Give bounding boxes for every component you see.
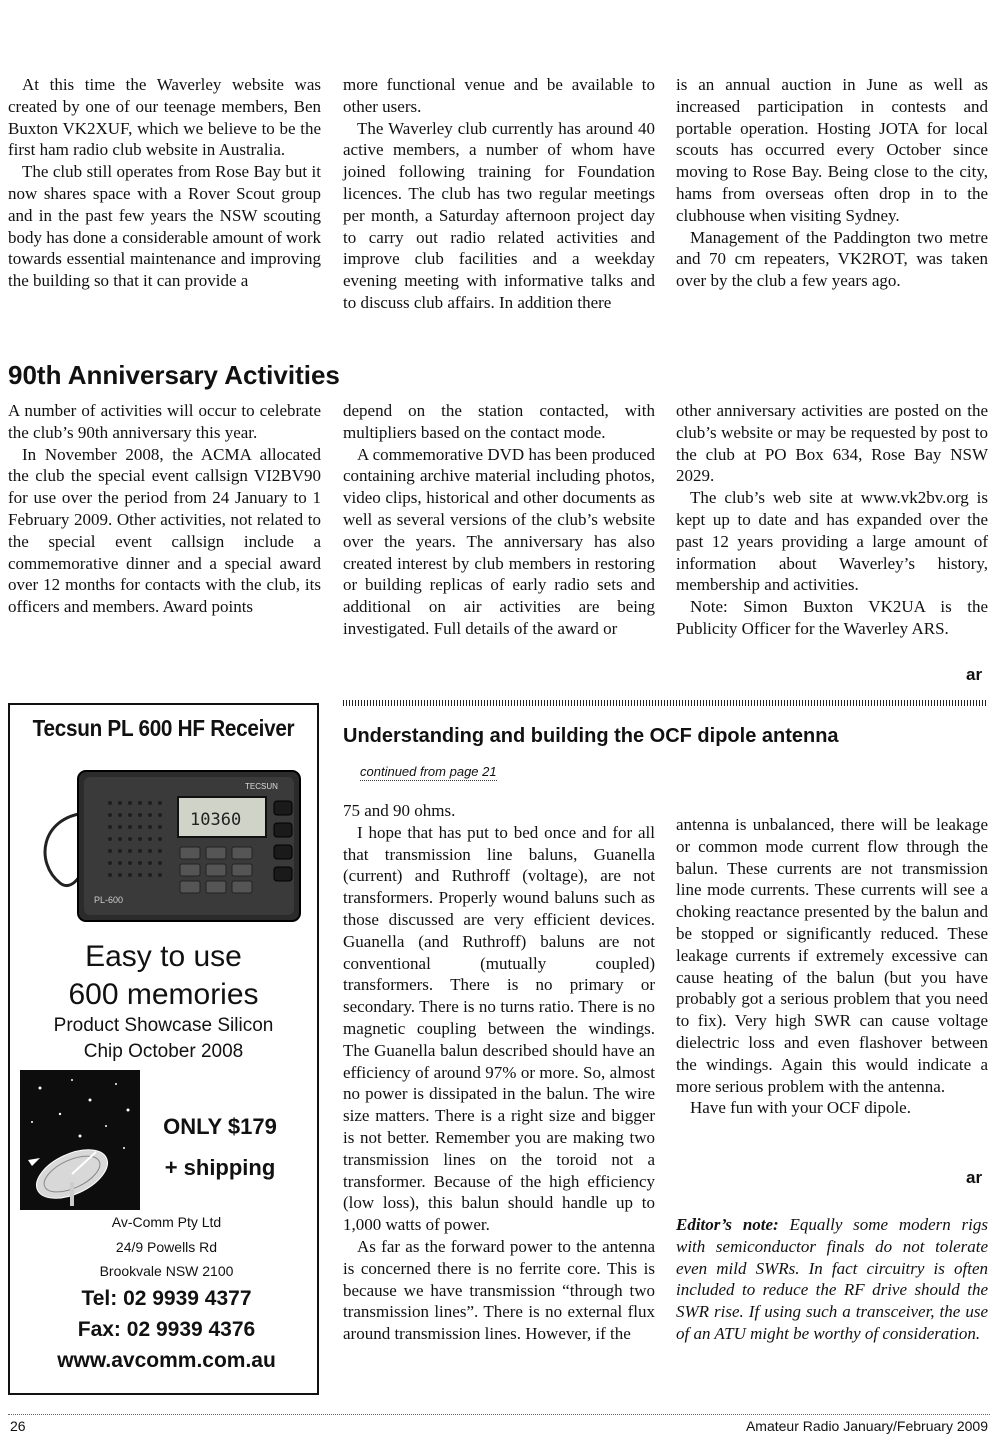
paragraph: The club still operates from Rose Bay but it now shares space with a Rover Scout group and in the past few years the NSW scouting body has done a considerable amount of work towards essential maintenance and improving the building so that it can provide a bbox=[8, 162, 321, 291]
street-address: 24/9 Powells Rd bbox=[115, 1239, 218, 1255]
top-column-1 bbox=[8, 74, 321, 292]
paragraph: A number of activities will occur to celebrate the club’s 90th anniversary this year. bbox=[8, 401, 321, 442]
page-number: 26 bbox=[10, 1418, 26, 1434]
ad-headline-2: 600 memories bbox=[68, 978, 259, 1011]
fax: Fax: 02 9939 4376 bbox=[77, 1318, 256, 1341]
ad-subline-2: Chip October 2008 bbox=[83, 1041, 244, 1062]
paragraph: other anniversary activities are posted on the club’s website or may be requested by post to the club at PO Box 634, Rose Bay NSW 2029. bbox=[676, 401, 988, 486]
article-column-2 bbox=[676, 814, 988, 1119]
publication-title: Amateur Radio January/February 2009 bbox=[745, 1418, 988, 1434]
end-mark: ar bbox=[966, 1168, 983, 1187]
paragraph: The Waverley club currently has around 40 active members, a number of whom have joined following training for Foundation licences. The club has two regular meetings per month, a Saturday afternoon project day to carry out radio related activities and improve club facilities and a weekday evening meeting with informative talks and to discuss club affairs. In addition there bbox=[343, 118, 655, 312]
section-heading: 90th Anniversary Activities bbox=[8, 360, 340, 390]
paragraph: In November 2008, the ACMA allocated the club the special event callsign VI2BV90 for use over the period from 24 January to 1 February 2009. Other activities, not related to the special event callsign include a commemorative dinner and a special award over 12 months for contacts with the club, its officers and members. Award points bbox=[8, 444, 321, 617]
paragraph: Management of the Paddington two metre and 70 cm repeaters, VK2ROT, was taken over by the club a few years ago. bbox=[676, 227, 988, 291]
paragraph: Have fun with your OCF dipole. bbox=[690, 1098, 911, 1118]
continued-from-link[interactable]: continued from page 21 bbox=[360, 764, 497, 779]
company-name: Av-Comm Pty Ltd bbox=[111, 1214, 222, 1230]
top-column-3 bbox=[676, 74, 988, 292]
paragraph: I hope that has put to bed once and for all that transmission line baluns, Guanella (current) and Ruthroff (voltage), are not transformers. Properly wound baluns such as those discussed are very efficient devices. Guanella (and Ruthroff) baluns are not conventional (mutually coupled) transformers. There is no primary or secondary. There is no turns ratio. There is no magnetic coupling between the windings. The Guanella balun described should have an efficiency of around 97% or more. So, almost no power is dissipated in the balun. The wire size matters. There is a right size and bigger is not better. Remember you are making two transmission lines on the toroid not a transformer. Because of the high efficiency (low loss), this balun should handle up to 1,000 watts of power. bbox=[343, 822, 655, 1235]
article-column-1 bbox=[343, 800, 655, 1345]
paragraph: is an annual auction in June as well as increased participation in contests and portable operation. Hosting JOTA for local scouts has occurred every October since moving to Rose Bay. Being close to the city, hams from overseas often drop in to the clubhouse when visiting Sydney. bbox=[676, 75, 988, 225]
radio-brand: TECSUN bbox=[245, 782, 278, 791]
shipping-note: + shipping bbox=[164, 1155, 276, 1180]
end-mark: ar bbox=[966, 665, 983, 684]
paragraph: depend on the station contacted, with multipliers based on the contact mode. bbox=[343, 401, 655, 442]
paragraph: A commemorative DVD has been produced containing archive material including photos, video clips, historical and other documents as well as several versions of the club’s website over the years. The anniversary has also created interest by club members in restoring or building replicas of early radio sets and additional on air activities are being investigated. Full details of the award or bbox=[343, 444, 655, 638]
anniversary-column-2 bbox=[343, 400, 655, 640]
radio-display-text: 10360 bbox=[190, 810, 242, 830]
editors-note bbox=[676, 1214, 988, 1345]
footer-rule bbox=[8, 1414, 990, 1415]
ad-headline-1: Easy to use bbox=[85, 940, 242, 973]
editors-note-label: Editor’s note: bbox=[676, 1215, 779, 1234]
ad-subline-1: Product Showcase Silicon bbox=[53, 1015, 274, 1036]
paragraph: antenna is unbalanced, there will be leakage or common mode current flow through the balun. These currents are not transmission line mode currents. These currents will see a choking reactance presented by the balun and be stopped or significantly reduced. These leakage currents if extremely excessive can cause heating of the balun (but you have probably got a serious problem that you need to fix). Very high SWR can cause voltage dielectric loss and even flashover between the windings. Again this would indicate a more serious problem with the antenna. bbox=[676, 815, 988, 1096]
suburb-address: Brookvale NSW 2100 bbox=[99, 1263, 234, 1279]
anniversary-column-3 bbox=[676, 400, 988, 640]
telephone: Tel: 02 9939 4377 bbox=[81, 1287, 252, 1310]
paragraph bbox=[676, 1214, 988, 1345]
price: ONLY $179 bbox=[163, 1114, 277, 1139]
paragraph: At this time the Waverley website was created by one of our teenage members, Ben Buxton VK2XUF, which we believe to be the first ham radio club website in Australia. bbox=[8, 75, 321, 160]
paragraph: 75 and 90 ohms. bbox=[343, 801, 456, 820]
paragraph: The club’s web site at www.vk2bv.org is kept up to date and has expanded over the past 12 years providing a large amount of information about Waverley’s history, membership and activities. bbox=[676, 488, 988, 595]
paragraph: As far as the forward power to the antenna is concerned there is no ferrite core. This is because we have transmission “through two transmission lines”. There is no external flux around transmission lines. However, if the bbox=[343, 1236, 655, 1344]
top-column-2 bbox=[343, 74, 655, 314]
paragraph: more functional venue and be available to other users. bbox=[343, 75, 655, 116]
website: www.avcomm.com.au bbox=[57, 1349, 276, 1372]
anniversary-column-1 bbox=[8, 400, 321, 618]
radio-model: PL-600 bbox=[94, 895, 124, 905]
editors-note-text: Equally some modern rigs with semiconductor finals do not tolerate even mild SWRs. In fact circuitry is often included to reduce the RF drive should the SWR rise. If using such a transceiver, the use of an ATU might be worthy of consideration. bbox=[676, 1215, 988, 1343]
ad-title: Tecsun PL 600 HF Receiver bbox=[32, 715, 295, 741]
section-divider bbox=[343, 700, 988, 706]
paragraph: Note: Simon Buxton VK2UA is the Publicity Officer for the Waverley ARS. bbox=[676, 597, 988, 638]
article-heading: Understanding and building the OCF dipole antenna bbox=[343, 725, 839, 747]
advertisement bbox=[8, 703, 319, 1395]
radio-image bbox=[30, 753, 310, 931]
satellite-dish-image bbox=[20, 1070, 140, 1210]
